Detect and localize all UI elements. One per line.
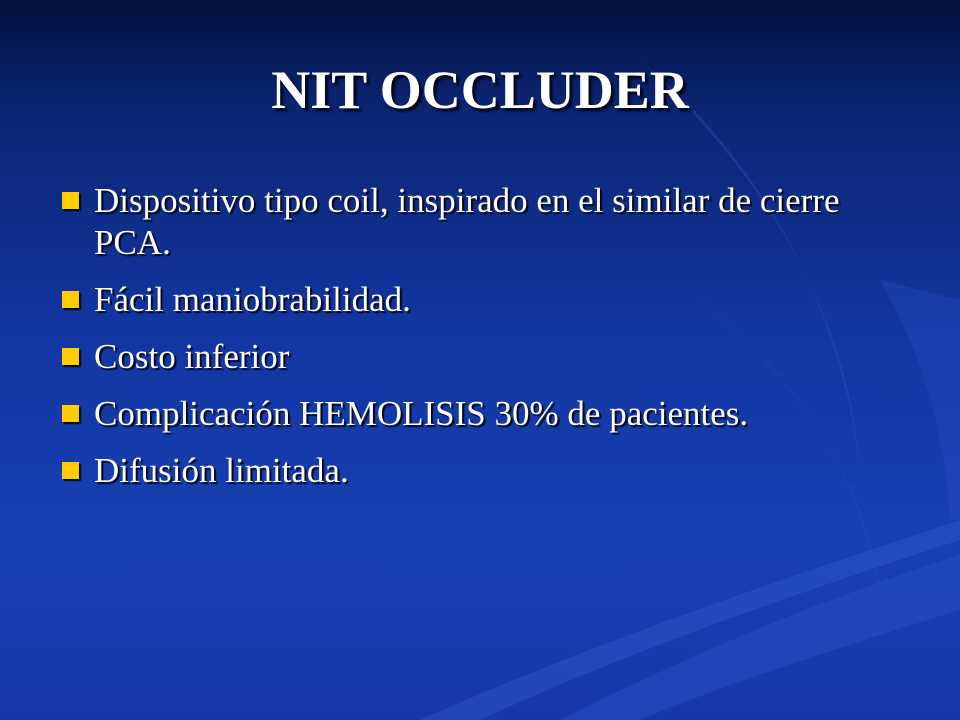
- list-item: [62, 279, 922, 321]
- square-bullet-icon: [62, 405, 79, 422]
- bullet-text: Difusión limitada.: [94, 451, 349, 490]
- list-item: [62, 180, 922, 264]
- list-item: [62, 450, 922, 492]
- bullet-text: Dispositivo tipo coil, inspirado en el similar de cierre PCA.: [94, 181, 840, 262]
- bullet-text: Fácil maniobrabilidad.: [94, 280, 411, 319]
- square-bullet-icon: [62, 348, 79, 365]
- list-item: [62, 393, 922, 435]
- bullet-list: [62, 180, 922, 492]
- square-bullet-icon: [62, 291, 79, 308]
- square-bullet-icon: [62, 462, 79, 479]
- bullet-text: Costo inferior: [94, 337, 290, 376]
- bullet-text: Complicación HEMOLISIS 30% de pacientes.: [94, 394, 749, 433]
- list-item: [62, 336, 922, 378]
- slide-title: NIT OCCLUDER: [271, 60, 689, 120]
- square-bullet-icon: [62, 192, 79, 209]
